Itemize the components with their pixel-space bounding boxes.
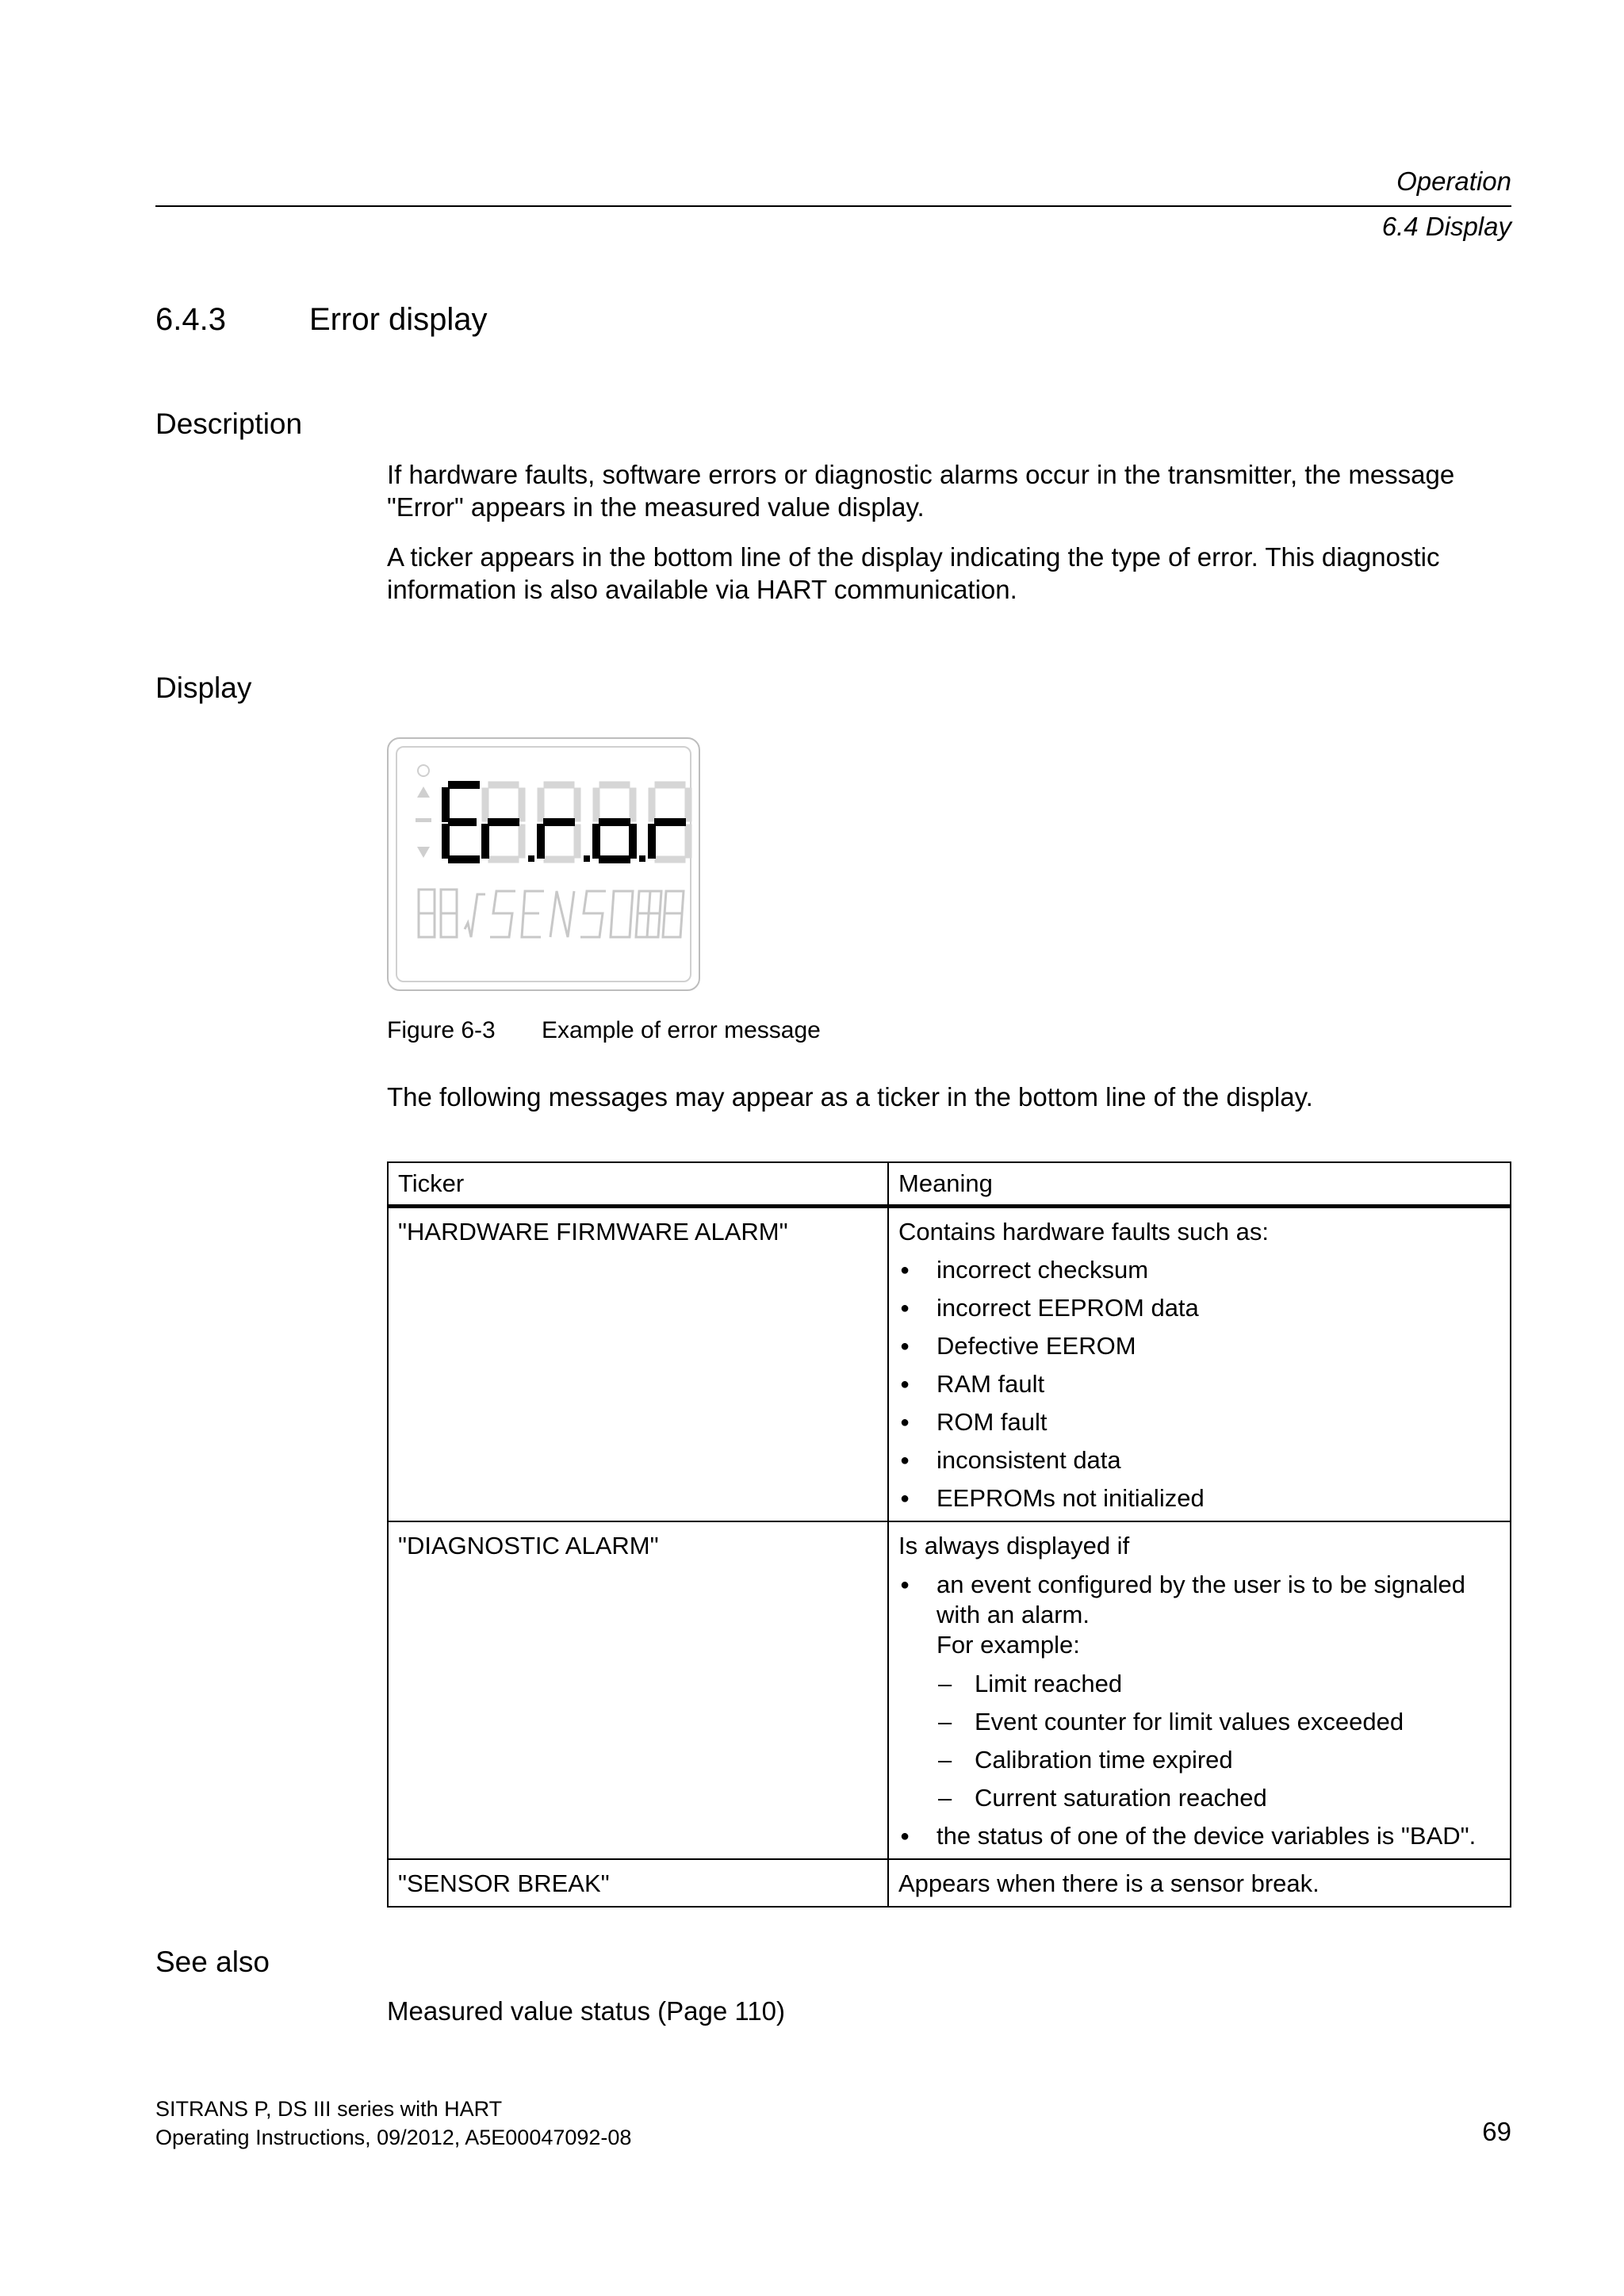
description-paragraph-1: If hardware faults, software errors or diagnostic alarms occur in the transmitter, the message "Error" appears in the measured value display.: [387, 460, 1455, 522]
meaning-text: Appears when there is a sensor break.: [898, 1869, 1320, 1897]
sub-list-item: – Current saturation reached: [898, 1779, 1500, 1817]
list-item: ● Defective EEROM: [898, 1327, 1500, 1365]
list-item: ● the status of one of the device variables is "BAD".: [898, 1817, 1500, 1855]
lcd-error-text: [446, 785, 682, 859]
table-row: [388, 1207, 1511, 1522]
section-title: Error display: [309, 302, 488, 337]
list-item: ● incorrect checksum: [898, 1251, 1500, 1289]
table-row: [388, 1521, 1511, 1859]
header-section: 6.4 Display: [1381, 212, 1511, 241]
list-item: ● inconsistent data: [898, 1441, 1500, 1479]
ticker-text: "DIAGNOSTIC ALARM": [398, 1532, 659, 1559]
header-chapter: Operation: [1396, 166, 1511, 196]
footer-document: Operating Instructions, 09/2012, A5E00047092-08: [155, 2126, 632, 2149]
page-number: 69: [1482, 2117, 1511, 2146]
header-rule: [155, 205, 1511, 207]
section-number: 6.4.3: [155, 302, 226, 337]
description-paragraph-2: A ticker appears in the bottom line of the display indicating the type of error. This diagnostic information is also available via HART communication.: [387, 542, 1440, 604]
see-also-heading: See also: [155, 1946, 270, 1978]
meaning-cell: [888, 1207, 1511, 1522]
list-item: ● ROM fault: [898, 1403, 1500, 1441]
footer-product: SITRANS P, DS III series with HART: [155, 2097, 503, 2121]
table-row: [388, 1859, 1511, 1907]
ticker-cell: [388, 1521, 888, 1859]
messages-table: [387, 1161, 1511, 1908]
lcd-down-arrow-icon: [417, 847, 430, 858]
lcd-display-figure: [387, 737, 700, 991]
list-item: ● incorrect EEPROM data: [898, 1289, 1500, 1327]
see-also-link[interactable]: Measured value status (Page 110): [387, 1996, 786, 2026]
display-heading: Display: [155, 672, 252, 704]
meaning-intro: Contains hardware faults such as:: [898, 1218, 1269, 1246]
description-heading: Description: [155, 408, 303, 440]
list-item-text: ● an event configured by the user is to be signaled with an alarm.: [936, 1571, 1465, 1628]
list-item: ● EEPROMs not initialized: [898, 1479, 1500, 1517]
list-item: ● RAM fault: [898, 1365, 1500, 1403]
meaning-intro: Is always displayed if: [898, 1532, 1130, 1559]
ticker-cell: [388, 1207, 888, 1522]
lcd-segments: [389, 739, 702, 993]
column-header-meaning: Meaning: [888, 1162, 1511, 1207]
lcd-minus-segment: [416, 818, 431, 822]
lcd-up-arrow-icon: [417, 786, 430, 798]
ticker-text: "SENSOR BREAK": [398, 1869, 610, 1897]
sub-list-item: – Calibration time expired: [898, 1741, 1500, 1779]
ticker-cell: [388, 1859, 888, 1907]
meaning-cell: [888, 1521, 1511, 1859]
table-header-row: [388, 1162, 1511, 1207]
sub-list-item: – Limit reached: [898, 1665, 1500, 1703]
figure-label: Figure 6-3: [387, 1017, 496, 1043]
lcd-circle-icon: [418, 765, 429, 776]
example-label: For example:: [936, 1631, 1080, 1659]
meaning-cell: [888, 1859, 1511, 1907]
ticker-text: "HARDWARE FIRMWARE ALARM": [398, 1218, 788, 1246]
column-header-ticker: Ticker: [388, 1162, 888, 1207]
sub-list-item: – Event counter for limit values exceeded: [898, 1703, 1500, 1741]
figure-caption: Example of error message: [542, 1017, 821, 1043]
table-intro: The following messages may appear as a ticker in the bottom line of the display.: [387, 1082, 1313, 1112]
list-item: [898, 1565, 1500, 1665]
lcd-ticker: [419, 890, 684, 937]
